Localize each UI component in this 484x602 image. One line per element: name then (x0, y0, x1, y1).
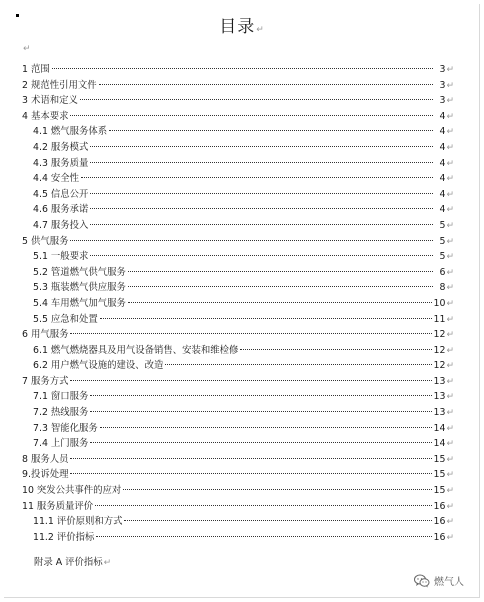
dot-leader (109, 130, 433, 131)
toc-entry-label: 6.1 燃气燃烧器具及用气设备销售、安装和维检修 (33, 344, 239, 356)
toc-entry-label: 5.2 管道燃气供气服务 (33, 266, 126, 278)
dot-leader (52, 68, 434, 69)
toc-entry[interactable] (22, 280, 454, 296)
paragraph-mark: ↵ (446, 345, 454, 356)
toc-entry-page: 4 (439, 141, 446, 153)
toc-entry-page: 4 (439, 188, 446, 200)
toc-entry[interactable] (22, 187, 454, 203)
toc-entry-page: 13 (433, 375, 446, 387)
paragraph-mark: ↵ (446, 127, 454, 138)
toc-entry[interactable] (22, 467, 454, 483)
dot-leader (240, 349, 431, 350)
dot-leader (124, 520, 431, 521)
toc-entry-label: 5.5 应急和处置 (33, 313, 98, 325)
toc-entry-page: 11 (433, 313, 446, 325)
toc-entry-label: 10 突发公共事件的应对 (22, 485, 122, 497)
toc-entry-page: 12 (433, 329, 446, 341)
toc-entry-label: 4.7 服务投入 (33, 219, 89, 231)
toc-entry-label: 5 供气服务 (22, 235, 69, 247)
toc-entry-label: 4 基本要求 (22, 110, 69, 122)
paragraph-mark: ↵ (446, 408, 454, 419)
paragraph-mark: ↵ (446, 298, 454, 309)
toc-entry-label: 4.2 服务模式 (33, 141, 89, 153)
toc-entry-page: 12 (433, 360, 446, 372)
paragraph-mark: ↵ (446, 423, 454, 434)
wechat-icon (414, 574, 430, 588)
toc-entry-page: 6 (439, 266, 446, 278)
paragraph-mark: ↵ (446, 454, 454, 465)
toc-entry[interactable] (22, 499, 454, 515)
dot-leader (70, 473, 431, 474)
toc-entry-label: 5.4 车用燃气加气服务 (33, 297, 126, 309)
toc-entry-page: 5 (439, 251, 446, 263)
toc-entry[interactable] (22, 405, 454, 421)
toc-entry[interactable] (22, 109, 454, 125)
paragraph-mark: ↵ (256, 25, 265, 35)
toc-entry-label: 6 用气服务 (22, 329, 69, 341)
paragraph-mark: ↵ (446, 267, 454, 278)
paragraph-mark: ↵ (446, 532, 454, 543)
paragraph-mark: ↵ (446, 392, 454, 403)
dot-leader (128, 286, 434, 287)
paragraph-mark: ↵ (446, 205, 454, 216)
toc-entry-label: 5.1 一般要求 (33, 251, 89, 263)
paragraph-mark: ↵ (446, 189, 454, 200)
toc-entry[interactable] (22, 530, 454, 546)
toc-entry-page: 16 (433, 500, 446, 512)
toc-entry-label: 7.3 智能化服务 (33, 422, 98, 434)
dot-leader (99, 84, 434, 85)
paragraph-mark: ↵ (446, 517, 454, 528)
appendix-label: 附录 A 评价指标 (34, 557, 103, 568)
dot-leader (165, 364, 431, 365)
toc-entry-label: 11.1 评价原则和方式 (33, 516, 123, 528)
dot-leader (90, 411, 431, 412)
toc-entry-label: 7.1 窗口服务 (33, 391, 89, 403)
dot-leader (70, 333, 431, 334)
toc-entry-page: 5 (439, 235, 446, 247)
toc-entry[interactable] (22, 218, 454, 234)
dot-leader (90, 255, 433, 256)
toc-entry[interactable] (22, 140, 454, 156)
toc-entry[interactable] (22, 374, 454, 390)
paragraph-mark: ↵ (446, 65, 454, 75)
toc-entry[interactable] (22, 78, 454, 94)
toc-entry[interactable] (22, 249, 454, 265)
toc-entry-label: 4.6 服务承诺 (33, 204, 89, 216)
paragraph-mark: ↵ (446, 96, 454, 107)
paragraph-mark: ↵ (446, 158, 454, 169)
toc-entry-page: 3 (439, 79, 446, 91)
toc-entry[interactable] (22, 436, 454, 452)
toc-entry[interactable] (22, 93, 454, 109)
toc-entry-page: 14 (433, 438, 446, 450)
toc-entry-page: 4 (439, 126, 446, 138)
toc-entry-label: 4.1 燃气服务体系 (33, 126, 108, 138)
toc-entry[interactable] (22, 343, 454, 359)
toc-entry-page: 4 (439, 173, 446, 185)
watermark-text: 燃气人 (434, 577, 464, 588)
toc-entry-label: 1 范围 (22, 64, 50, 75)
dot-leader (70, 240, 433, 241)
paragraph-mark: ↵ (446, 486, 454, 497)
dot-leader (90, 224, 433, 225)
toc-entry-label: 4.5 信息公开 (33, 188, 89, 200)
toc-entry-page: 4 (439, 204, 446, 216)
toc-entry-label: 11 服务质量评价 (22, 500, 94, 512)
empty-paragraph-mark: ↵ (23, 44, 31, 54)
paragraph-mark: ↵ (103, 558, 112, 568)
dot-leader (100, 427, 432, 428)
dot-leader (80, 99, 434, 100)
dot-leader (128, 271, 434, 272)
paragraph-mark: ↵ (446, 283, 454, 294)
toc-entry[interactable] (22, 483, 454, 499)
toc-entry[interactable] (22, 421, 454, 437)
toc-entry-page: 15 (433, 469, 446, 481)
dot-leader (90, 395, 431, 396)
toc-entry-page: 4 (439, 110, 446, 122)
toc-entry-page: 5 (439, 219, 446, 231)
dot-leader (96, 536, 431, 537)
paragraph-mark: ↵ (446, 361, 454, 372)
dot-leader (70, 458, 431, 459)
appendix-entry[interactable] (34, 554, 111, 568)
toc-entry[interactable] (22, 156, 454, 172)
dot-leader (90, 193, 433, 194)
toc-entry-label: 5.3 瓶装燃气供应服务 (33, 282, 126, 294)
toc-entry-page: 15 (433, 485, 446, 497)
toc-entry[interactable] (22, 62, 454, 78)
paragraph-mark: ↵ (446, 142, 454, 153)
dot-leader (70, 115, 433, 116)
toc-entry-label: 2 规范性引用文件 (22, 79, 97, 91)
dot-leader (90, 208, 433, 209)
toc-entry[interactable] (22, 202, 454, 218)
paragraph-mark: ↵ (446, 80, 454, 91)
toc-entry-label: 6.2 用户燃气设施的建设、改造 (33, 360, 164, 372)
paragraph-mark: ↵ (446, 174, 454, 185)
toc-entry-page: 3 (439, 64, 446, 75)
toc-entry-label: 9.投诉处理 (22, 469, 69, 481)
toc-entry-page: 13 (433, 407, 446, 419)
dot-leader (70, 380, 431, 381)
toc-entry-page: 12 (433, 344, 446, 356)
toc-title: 目录 (219, 17, 256, 37)
toc-entry[interactable] (22, 452, 454, 468)
toc-entry-page: 10 (433, 297, 446, 309)
toc-entry-page: 3 (439, 95, 446, 107)
paragraph-mark: ↵ (446, 470, 454, 481)
toc-entry-label: 7 服务方式 (22, 375, 69, 387)
toc-entry-label: 4.3 服务质量 (33, 157, 89, 169)
table-of-contents (22, 62, 454, 545)
dot-leader (81, 177, 433, 178)
paragraph-mark: ↵ (446, 501, 454, 512)
toc-entry[interactable] (22, 389, 454, 405)
paragraph-mark: ↵ (446, 252, 454, 263)
paragraph-mark: ↵ (446, 220, 454, 231)
toc-entry[interactable] (22, 296, 454, 312)
paragraph-mark: ↵ (446, 376, 454, 387)
toc-entry-label: 4.4 安全性 (33, 173, 80, 185)
toc-entry-page: 14 (433, 422, 446, 434)
toc-entry[interactable] (22, 234, 454, 250)
toc-entry[interactable] (22, 265, 454, 281)
toc-entry-label: 7.2 热线服务 (33, 407, 89, 419)
toc-entry-label: 8 服务人员 (22, 453, 69, 465)
dot-leader (90, 146, 433, 147)
dot-leader (90, 442, 431, 443)
toc-entry-page: 8 (439, 282, 446, 294)
toc-entry[interactable] (22, 514, 454, 530)
paragraph-mark: ↵ (446, 330, 454, 341)
paragraph-mark: ↵ (446, 314, 454, 325)
toc-entry-label: 3 术语和定义 (22, 95, 78, 107)
dot-leader (95, 505, 431, 506)
watermark (414, 573, 464, 588)
dot-leader (123, 489, 431, 490)
toc-entry[interactable] (22, 171, 454, 187)
paragraph-mark: ↵ (446, 111, 454, 122)
toc-entry-page: 16 (433, 516, 446, 528)
paragraph-mark: ↵ (446, 236, 454, 247)
toc-entry[interactable] (22, 124, 454, 140)
paragraph-mark: ↵ (446, 439, 454, 450)
toc-heading (0, 12, 484, 37)
toc-entry-page: 13 (433, 391, 446, 403)
dot-leader (128, 302, 432, 303)
dot-leader (90, 162, 433, 163)
toc-entry-page: 4 (439, 157, 446, 169)
toc-entry-page: 15 (433, 453, 446, 465)
toc-entry[interactable] (22, 358, 454, 374)
toc-entry-page: 16 (433, 531, 446, 543)
dot-leader (100, 318, 432, 319)
toc-entry-label: 7.4 上门服务 (33, 438, 89, 450)
toc-entry-label: 11.2 评价指标 (33, 531, 95, 543)
toc-entry[interactable] (22, 312, 454, 328)
toc-entry[interactable] (22, 327, 454, 343)
